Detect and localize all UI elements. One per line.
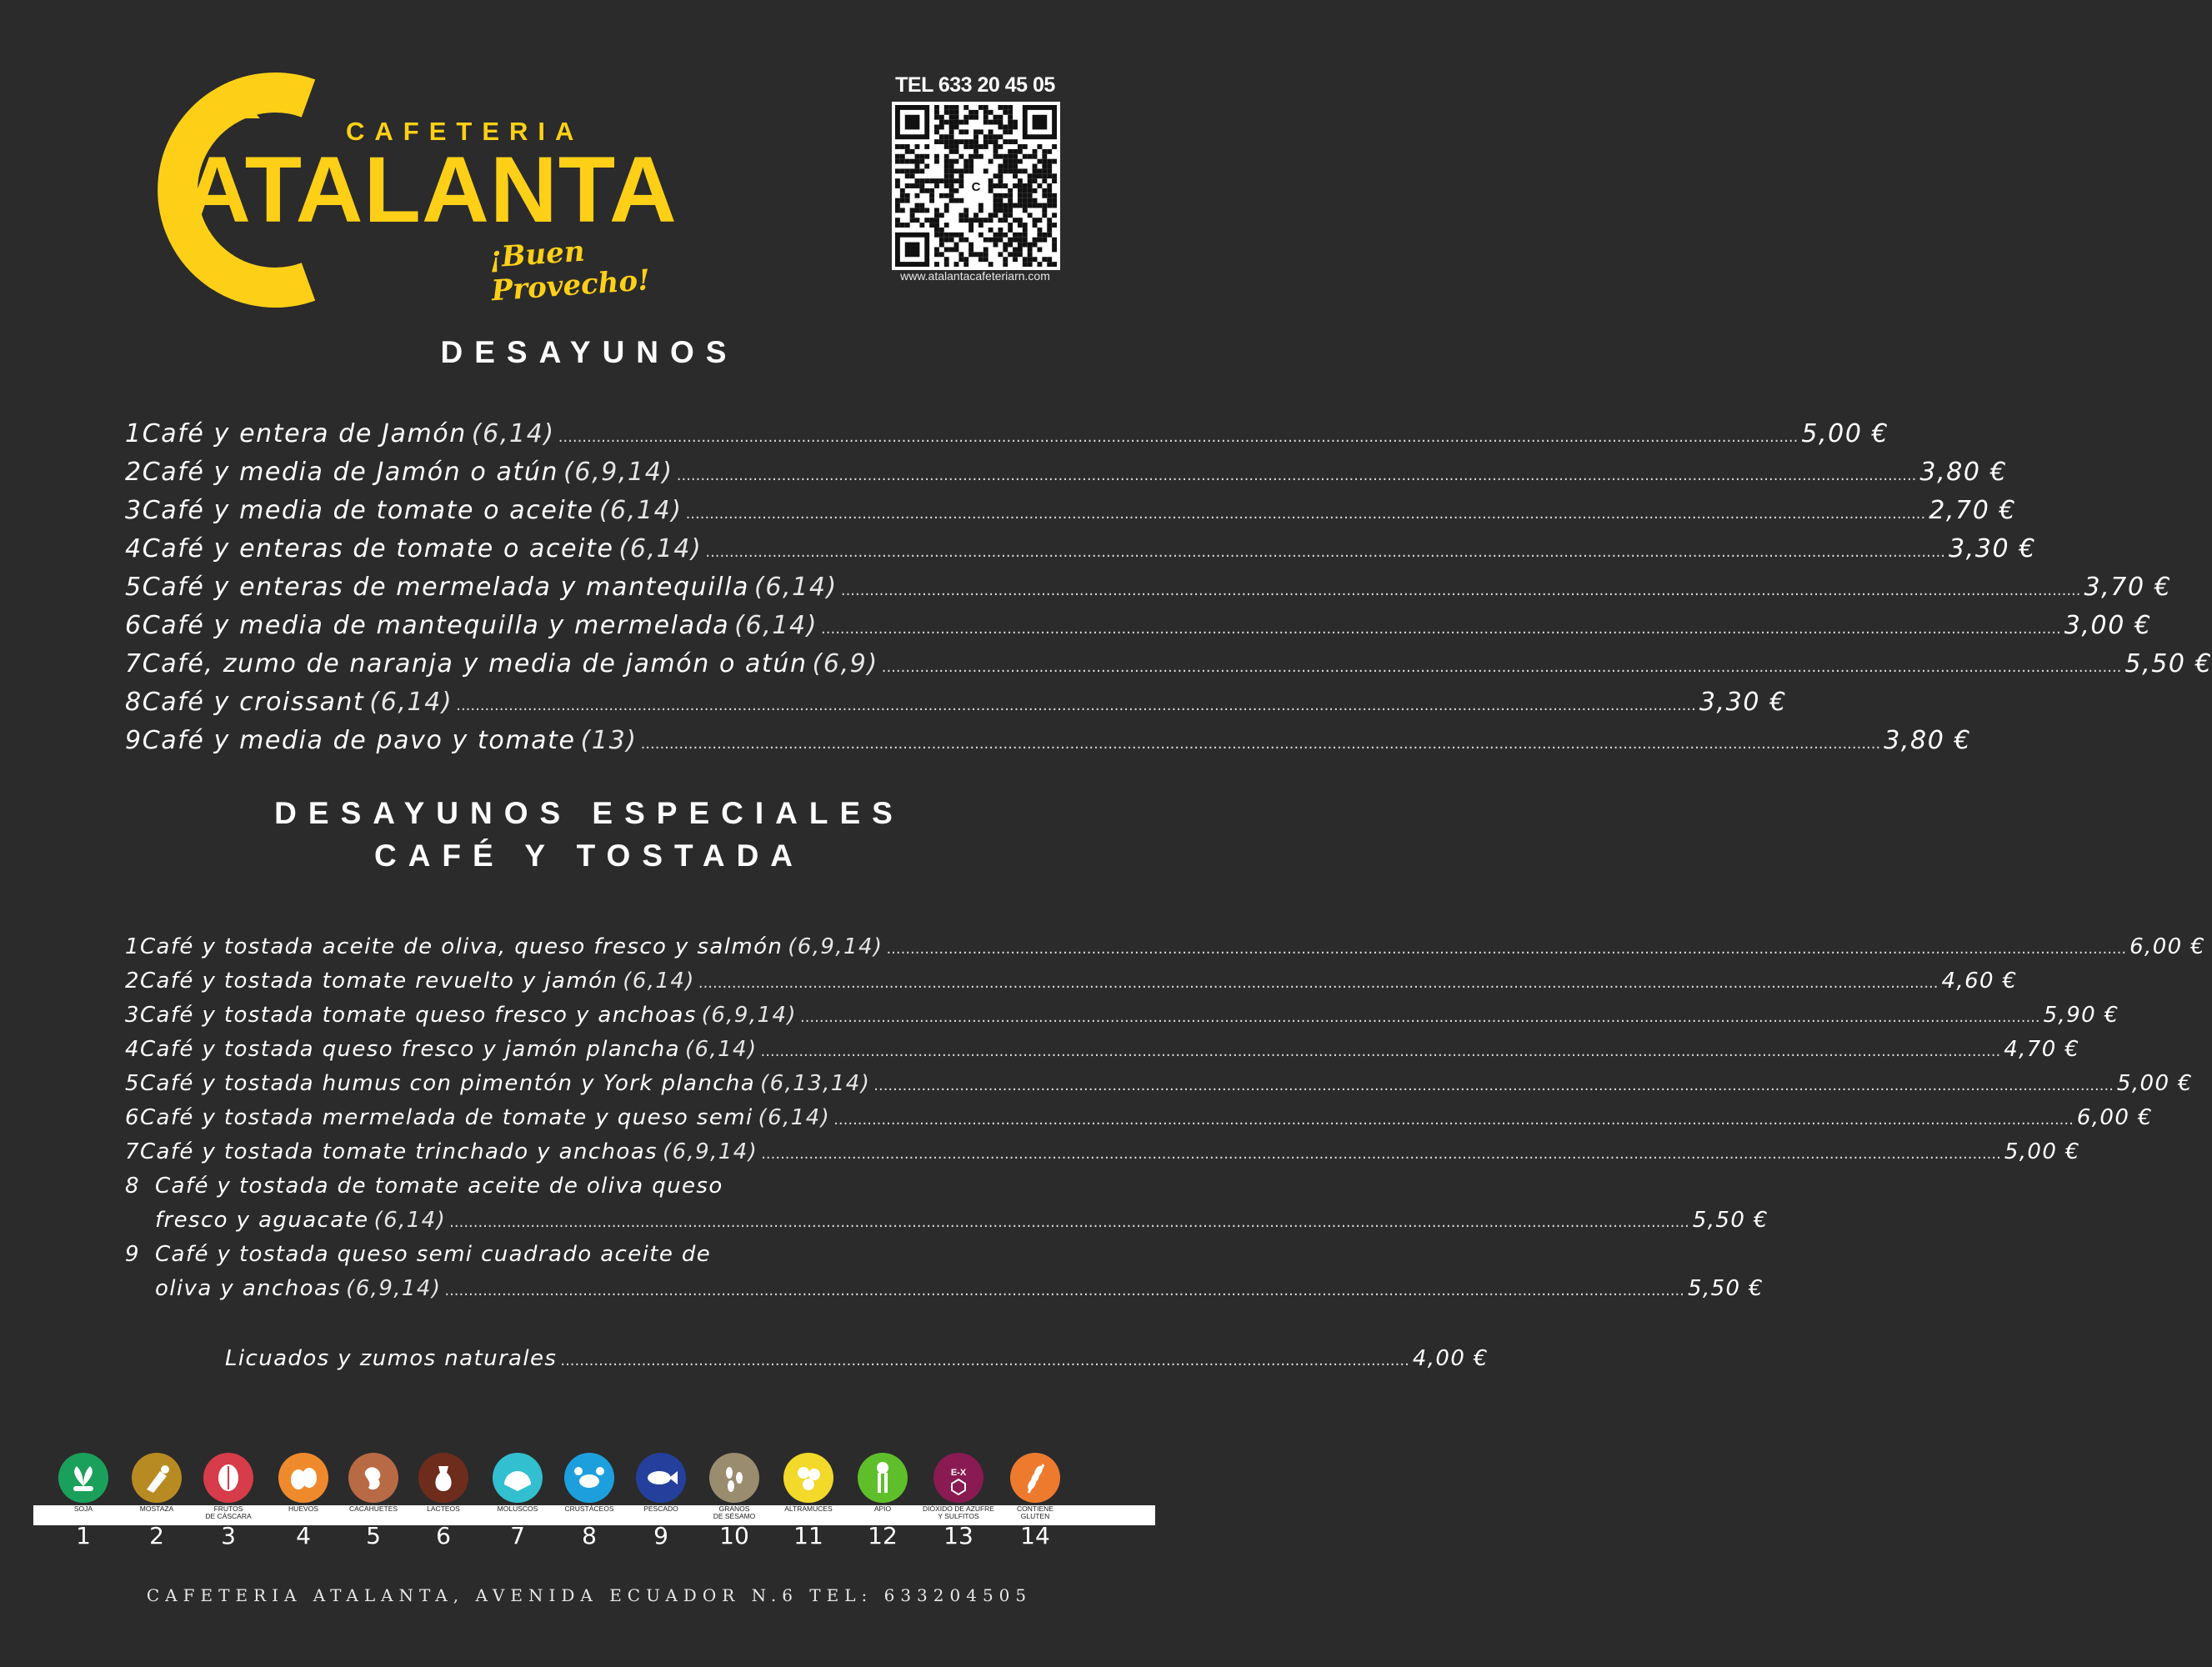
item-price: 5,00 €: [1801, 419, 1889, 448]
item-price: 5,50 €: [1692, 1208, 1769, 1233]
item-number: 9: [125, 1242, 140, 1267]
item-number: 6: [125, 1105, 140, 1130]
item-name: Café y media de mantequilla y mermelada: [142, 611, 730, 640]
logo-name-text: ATALANTA: [183, 138, 678, 242]
menu-item: [125, 611, 2152, 640]
celery-icon: [858, 1453, 908, 1503]
fish-icon: [636, 1453, 686, 1503]
item-name: Café y tostada tomate revuelto y jamón: [139, 969, 618, 994]
leader-dots: ....................................................................................................................................................................................................................................................................: [558, 428, 1799, 446]
item-price: 4,00 €: [1412, 1346, 1489, 1371]
allergen-number: 10: [719, 1522, 749, 1549]
allergen-number: 11: [793, 1522, 823, 1549]
allergen-codes: (6,14): [758, 1105, 831, 1130]
milk-icon: [418, 1453, 468, 1503]
item-name: Café y croissant: [142, 688, 365, 717]
svg-text:C: C: [971, 180, 981, 194]
menu-item: [125, 419, 1889, 448]
allergen-number: 8: [582, 1522, 597, 1549]
allergen-number: 6: [436, 1522, 451, 1549]
svg-text:E-X: E-X: [950, 1468, 967, 1478]
menu-item: [125, 726, 1972, 755]
allergen-codes: (6,14): [618, 534, 703, 563]
item-price: 5,00 €: [2116, 1071, 2194, 1096]
item-number: 8: [125, 1174, 140, 1199]
menu-item: [125, 1174, 1109, 1199]
allergen-number: 9: [653, 1522, 668, 1549]
menu-item: [125, 458, 2008, 487]
allergen-label: FRUTOS DE CÁSCARA: [205, 1504, 252, 1520]
allergen-label: MOSTAZA: [139, 1504, 174, 1513]
leader-dots: ....................................................................................................................................................................................................................................................................: [886, 940, 2127, 958]
item-price: 5,90 €: [2043, 1003, 2119, 1028]
allergen-label: LACTEOS: [427, 1504, 460, 1513]
leader-dots: ....................................................................................................................................................................................................................................................................: [456, 697, 1696, 714]
allergen-number: 13: [943, 1522, 973, 1549]
item-price: 3,80 €: [1884, 726, 1972, 755]
item-number: 1: [125, 934, 140, 959]
allergen-label: DIÓXIDO DE AZUFRE Y SULFITOS: [923, 1504, 994, 1520]
item-price: 6,00 €: [2129, 934, 2206, 959]
item-name: Café y tostada queso fresco y jamón plancha: [139, 1037, 680, 1062]
item-name: Café y tostada humus con pimentón y York plancha: [139, 1071, 756, 1096]
leader-dots: ....................................................................................................................................................................................................................................................................: [698, 974, 1939, 992]
menu-item: [125, 1003, 2119, 1028]
leader-dots: ....................................................................................................................................................................................................................................................................: [449, 1214, 1689, 1231]
leader-dots: ....................................................................................................................................................................................................................................................................: [821, 620, 2061, 638]
gluten-icon: [1010, 1453, 1060, 1503]
menu-item: [125, 496, 2017, 525]
menu-item: [125, 1242, 1109, 1267]
allergen-label: MOLUSCOS: [497, 1504, 538, 1513]
nuts-icon: [203, 1453, 253, 1503]
item-number: 6: [125, 611, 143, 640]
item-name: Café y media de tomate o aceite: [142, 496, 594, 525]
menu-item-continuation: [125, 1208, 1769, 1233]
item-price: 3,00 €: [2064, 611, 2152, 640]
item-price: 3,80 €: [1919, 458, 2008, 487]
menu-item: [125, 534, 2037, 563]
item-price: 4,70 €: [2004, 1037, 2080, 1062]
section-subtitle-cafe-tostada: CAFÉ Y TOSTADA: [373, 839, 805, 873]
allergen-number: 7: [510, 1522, 525, 1549]
leader-dots: ..................................................................................................................................................................................: [560, 1352, 1409, 1369]
item-name-continued: fresco y aguacate: [155, 1208, 369, 1233]
allergen-label: SOJA: [73, 1504, 93, 1513]
logo-cafeteria-text: CAFETERIA: [346, 117, 584, 146]
allergen-codes: (6,14): [598, 496, 683, 525]
phone-number: TEL 633 20 45 05: [895, 73, 1055, 97]
item-name: Café y tostada aceite de oliva, queso fresco y salmón: [139, 934, 783, 959]
item-number: 3: [125, 1003, 140, 1028]
allergen-codes: (6,9,14): [563, 458, 673, 487]
item-number: 7: [125, 1139, 140, 1164]
item-name: Licuados y zumos naturales: [225, 1346, 558, 1371]
section-title-desayunos: DESAYUNOS: [440, 335, 738, 369]
menu-item: [125, 1105, 2153, 1130]
qr-code-icon[interactable]: [892, 102, 1060, 270]
item-number: 2: [125, 969, 140, 994]
soy-icon: [58, 1453, 108, 1503]
leader-dots: ....................................................................................................................................................................................................................................................................: [444, 1282, 1684, 1299]
item-number: 7: [125, 649, 143, 678]
section-title-especiales: DESAYUNOS ESPECIALES: [274, 796, 904, 830]
allergen-label: GRANOS DE SÉSAMO: [713, 1504, 756, 1520]
item-name: Café, zumo de naranja y media de jamón o atún: [142, 649, 808, 678]
item-number: 5: [125, 573, 143, 602]
allergen-codes: (6,14): [369, 688, 453, 717]
mustard-icon: [132, 1453, 182, 1503]
allergen-label: APIO: [873, 1504, 892, 1513]
item-name: Café y media de pavo y tomate: [142, 726, 576, 755]
licuados-item: [225, 1346, 1489, 1371]
item-price: 6,00 €: [2076, 1105, 2153, 1130]
item-name: Café y tostada mermelada de tomate y queso semi: [139, 1105, 753, 1130]
allergen-codes: (6,9): [812, 649, 878, 678]
cafeteria-logo: [117, 83, 717, 308]
footer-address: CAFETERIA ATALANTA, AVENIDA ECUADOR N.6 TEL: 633204505: [146, 1585, 1033, 1605]
allergen-codes: (6,14): [754, 573, 838, 602]
item-number: 4: [125, 534, 143, 563]
allergen-codes: (6,14): [684, 1037, 758, 1062]
leader-dots: ....................................................................................................................................................................................................................................................................: [799, 1009, 2040, 1026]
allergen-number: 5: [366, 1522, 381, 1549]
allergen-label: CONTIENE GLUTEN: [1017, 1504, 1053, 1520]
allergen-codes: (6,14): [734, 611, 818, 640]
item-number: 9: [125, 726, 143, 755]
menu-item: [125, 934, 2206, 959]
allergen-codes: (6,14): [373, 1208, 447, 1233]
item-name: Café y media de Jamón o atún: [142, 458, 559, 487]
menu-item: [125, 1037, 2080, 1062]
item-number: 1: [125, 419, 143, 448]
allergen-number: 14: [1020, 1522, 1050, 1549]
allergen-number: 12: [868, 1522, 898, 1549]
allergen-codes: (6,14): [471, 419, 555, 448]
menu-item: [125, 969, 2018, 994]
leader-dots: ....................................................................................................................................................................................................................................................................: [761, 1145, 2001, 1163]
item-price: 3,70 €: [2084, 573, 2172, 602]
lupin-icon: [783, 1453, 833, 1503]
sesame-icon: [709, 1453, 759, 1503]
item-number: 5: [125, 1071, 140, 1096]
item-name: Café y entera de Jamón: [142, 419, 467, 448]
menu-item: [125, 649, 2212, 678]
item-number: 4: [125, 1037, 140, 1062]
website-url[interactable]: www.atalantacafeteriarn.com: [900, 269, 1050, 283]
menu-item: [125, 573, 2172, 602]
menu-item: [125, 688, 1787, 717]
allergen-codes: (13): [580, 726, 638, 755]
item-number: 8: [125, 688, 143, 717]
item-name-continued: oliva y anchoas: [155, 1276, 342, 1301]
allergen-number: 1: [76, 1522, 91, 1549]
leader-dots: ....................................................................................................................................................................................................................................................................: [873, 1077, 2114, 1094]
crab-icon: [564, 1453, 614, 1503]
item-name: Café y tostada queso semi cuadrado aceite de: [155, 1242, 712, 1267]
item-price: 2,70 €: [1929, 496, 2017, 525]
sulphites-icon: [933, 1453, 983, 1503]
item-name: Café y enteras de tomate o aceite: [142, 534, 614, 563]
leader-dots: ....................................................................................................................................................................................................................................................................: [705, 543, 1945, 561]
allergen-codes: (6,9,14): [788, 934, 883, 959]
item-name: Café y tostada tomate trinchado y anchoas: [139, 1139, 658, 1164]
peanuts-icon: [348, 1453, 398, 1503]
item-number: 2: [125, 458, 143, 487]
eggs-icon: [278, 1453, 328, 1503]
mollusc-icon: [493, 1453, 543, 1503]
item-price: 5,00 €: [2004, 1139, 2080, 1164]
allergen-label: PESCADO: [643, 1504, 678, 1513]
allergen-codes: (6,9,14): [346, 1276, 442, 1301]
menu-item: [125, 1071, 2194, 1096]
allergen-codes: (6,13,14): [760, 1071, 871, 1096]
allergen-codes: (6,14): [623, 969, 695, 994]
item-name: Café y tostada tomate queso fresco y anchoas: [139, 1003, 697, 1028]
allergen-label: HUEVOS: [288, 1504, 318, 1513]
allergen-label: CACAHUETES: [348, 1504, 398, 1513]
leader-dots: ....................................................................................................................................................................................................................................................................: [760, 1043, 2001, 1060]
leader-dots: ....................................................................................................................................................................................................................................................................: [685, 505, 1926, 523]
item-price: 5,50 €: [1688, 1276, 1764, 1301]
allergen-codes: (6,9,14): [663, 1139, 758, 1164]
menu-item-continuation: [125, 1276, 1764, 1301]
leader-dots: ....................................................................................................................................................................................................................................................................: [676, 467, 1917, 484]
allergen-number: 4: [296, 1522, 311, 1549]
allergen-label: CRUSTÁCEOS: [564, 1504, 614, 1513]
item-name: Café y enteras de mermelada y mantequilla: [142, 573, 750, 602]
allergen-number: 3: [221, 1522, 236, 1549]
leader-dots: ....................................................................................................................................................................................................................................................................: [640, 735, 1881, 753]
leader-dots: ....................................................................................................................................................................................................................................................................: [881, 658, 2122, 676]
menu-item: [125, 1139, 2080, 1164]
leader-dots: ....................................................................................................................................................................................................................................................................: [840, 582, 2081, 599]
item-name: Café y tostada de tomate aceite de oliva queso: [155, 1174, 723, 1199]
allergen-number: 2: [149, 1522, 164, 1549]
item-price: 3,30 €: [1699, 688, 1787, 717]
leader-dots: ....................................................................................................................................................................................................................................................................: [833, 1111, 2074, 1129]
allergen-label: ALTRAMUCES: [784, 1504, 833, 1513]
allergen-codes: (6,9,14): [701, 1003, 797, 1028]
item-price: 5,50 €: [2124, 649, 2212, 678]
item-number: 3: [125, 496, 143, 525]
item-price: 4,60 €: [1941, 969, 2018, 994]
item-price: 3,30 €: [1949, 534, 2037, 563]
logo-slogan-text: ¡Buen Provecho!: [488, 234, 652, 308]
